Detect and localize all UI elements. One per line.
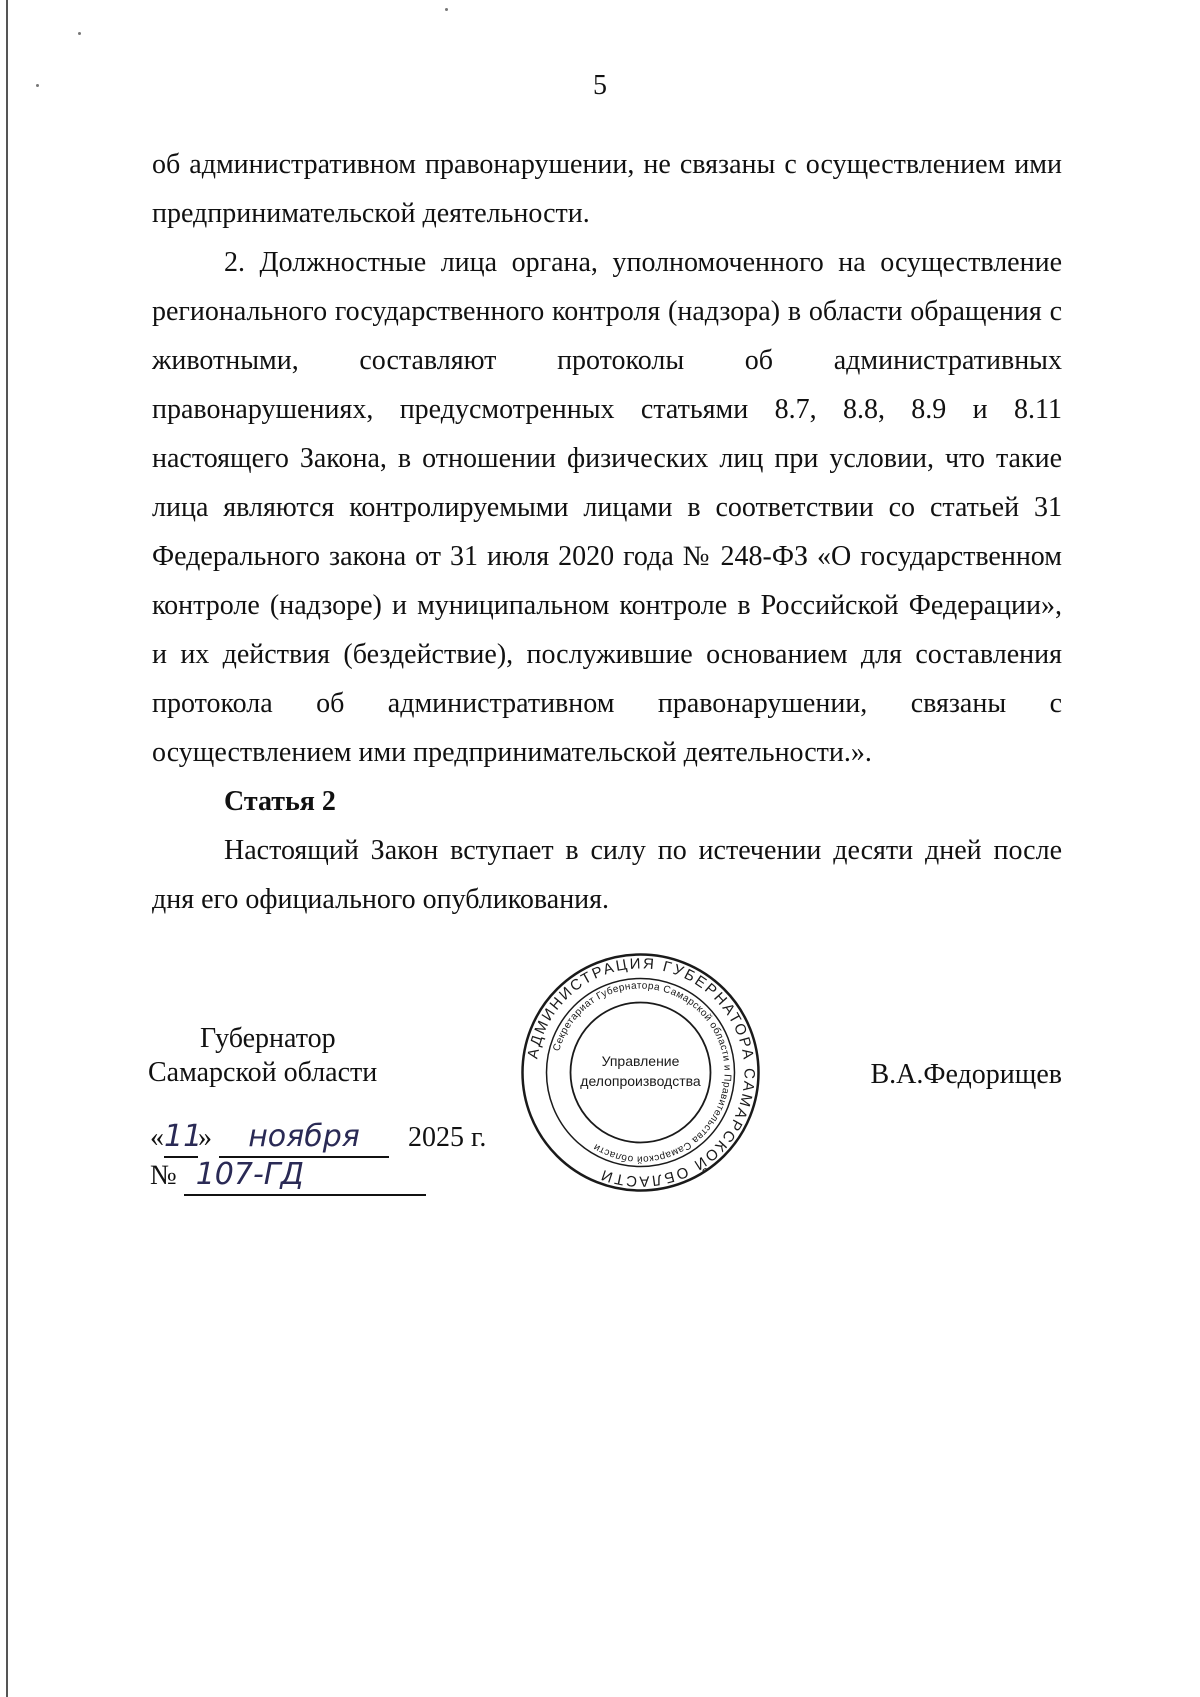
scan-speck [78, 32, 81, 35]
signer-name: В.А.Федорищев [870, 1059, 1062, 1090]
scan-margin-line [6, 0, 8, 1697]
seal-inner-text: Секретариат Губернатора Самарской области и Правительства Самарской области [551, 980, 733, 1165]
seal-outer-text: АДМИНИСТРАЦИЯ ГУБЕРНАТОРА САМАРСКОЙ ОБЛАСТИ [524, 955, 758, 1190]
seal-center-line1: Управление [601, 1053, 680, 1069]
paragraph-item-2: 2. Должностные лица органа, уполномоченного на осуществление регионального государственного контроля (надзора) в области обращения с животными, составляют протоколы об административных правонарушениях, предусмотренных статьями 8.7, 8.8, 8.9 и 8.11 настоящего Закона, в отношении физических лиц при условии, что такие лица являются контролируемыми лицами в соответствии со статьей 31 Федерального закона от 31 июля 2020 года № 248-ФЗ «О государственном контроле (надзоре) и муниципальном контроле в Российской Федерации», и их действия (бездействие), послужившие основанием для составления протокола об административном правонарушении, связаны с осуществлением ими предпринимательской деятельности.». [152, 247, 1062, 768]
article-heading: Статья 2 [224, 786, 336, 817]
scan-speck [445, 8, 448, 11]
seal-center-line2: делопроизводства [580, 1073, 701, 1089]
number-prefix: № [150, 1160, 177, 1191]
paragraph-continuation: об административном правонарушении, не связаны с осуществлением ими предпринимательской деятельности. [152, 149, 1062, 229]
date-close-quote: » [198, 1122, 212, 1153]
signature-title-line1: Губернатор [200, 1023, 336, 1054]
date-open-quote: « [150, 1122, 164, 1153]
paragraph-article-2: Настоящий Закон вступает в силу по истечении десяти дней после дня его официального опубликования. [152, 835, 1062, 915]
official-seal [518, 950, 763, 1195]
date-year: 2025 г. [408, 1122, 487, 1153]
signature-title-line2: Самарской области [148, 1057, 378, 1088]
date-day-handwritten: 11 [164, 1118, 198, 1158]
number-value-handwritten: 107-ГД [184, 1156, 426, 1196]
page-number: 5 [593, 70, 607, 101]
seal-graphic [518, 950, 763, 1195]
date-month-handwritten: ноября [219, 1118, 389, 1158]
signing-date [150, 1118, 486, 1158]
law-number [150, 1156, 426, 1196]
signature-title [148, 1022, 408, 1090]
body-text [152, 140, 1062, 924]
